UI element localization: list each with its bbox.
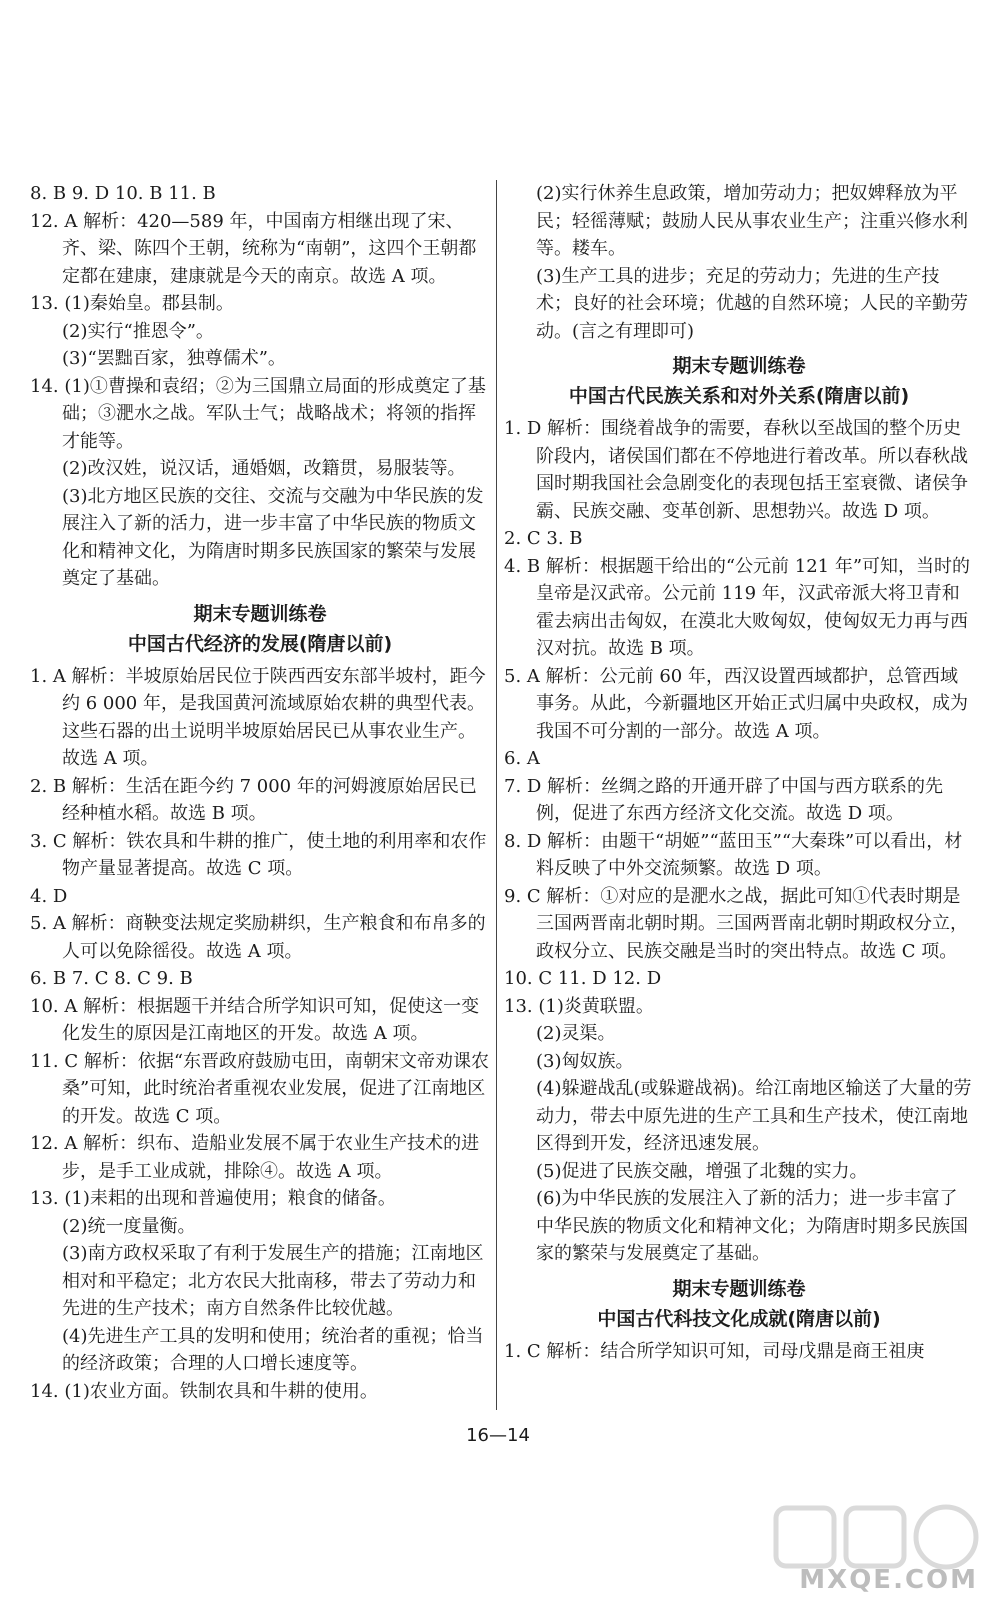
answer-line: 6. B 7. C 8. C 9. B — [30, 968, 193, 989]
answer-line: 12. A 解析：织布、造船业发展不属于农业生产技术的进步，是手工业成就，排除④。故选 A 项。 — [30, 1133, 480, 1182]
right-answers-top — [504, 180, 974, 345]
section-title: 期末专题训练卷 — [193, 602, 327, 625]
answer-line: (3)“罢黜百家，独尊儒术”。 — [62, 348, 286, 369]
answer-line: (2)实行“推恩令”。 — [62, 320, 214, 342]
right-column — [504, 180, 974, 1365]
answer-line: 6. A — [504, 748, 540, 769]
answer-line: 13. (1)炎黄联盟。 — [504, 995, 654, 1017]
answer-line: 8. D 解析：由题干“胡姬”“蓝田玉”“大秦珠”可以看出，材料反映了中外交流频繁。故选 D 项。 — [504, 830, 963, 879]
section-header-ethnic — [504, 351, 974, 411]
right-answers-ethnic — [504, 415, 974, 1268]
section-header-science — [504, 1274, 974, 1334]
answer-line: 10. C 11. D 12. D — [504, 968, 662, 989]
section-subtitle: 中国古代民族关系和对外关系(隋唐以前) — [568, 385, 910, 407]
column-divider — [496, 180, 497, 1410]
answer-line: 3. C 解析：铁农具和牛耕的推广，使土地的利用率和农作物产量显著提高。故选 C 项。 — [30, 830, 487, 879]
left-column — [30, 180, 490, 1405]
answer-line: 8. B 9. D 10. B 11. B — [30, 183, 216, 204]
answer-line: 5. A 解析：商鞅变法规定奖励耕织，生产粮食和布帛多的人可以免除徭役。故选 A 项。 — [30, 913, 486, 962]
answer-line: (2)灵渠。 — [536, 1023, 616, 1044]
answer-line: 13. (1)耒耜的出现和普遍使用；粮食的储备。 — [30, 1188, 396, 1209]
answer-line: 9. C 解析：①对应的是淝水之战，据此可知①代表时期是三国两晋南北朝时期。三国两晋南北朝时期政权分立，政权分立、民族交融是当时的突出特点。故选 C 项。 — [504, 885, 968, 962]
answer-line: 2. C 3. B — [504, 528, 583, 549]
answer-line: (2)改汉姓，说汉话，通婚姻，改籍贯，易服装等。 — [62, 458, 466, 479]
answer-line: 11. C 解析：依据“东晋政府鼓励屯田，南朝宋文帝劝课农桑”可知，此时统治者重视农业发展，促进了江南地区的开发。故选 C 项。 — [30, 1050, 490, 1127]
answer-line: 7. D 解析：丝绸之路的开通开辟了中国与西方联系的先例，促进了东西方经济文化交流。故选 D 项。 — [504, 775, 944, 824]
answer-line: 5. A 解析：公元前 60 年，西汉设置西域都护，总管西域事务。从此，今新疆地区开始正式归属中央政权，成为我国不可分割的一部分。故选 A 项。 — [504, 665, 968, 742]
watermark-text: MXQE.COM — [799, 1565, 978, 1595]
answer-line: 1. D 解析：围绕着战争的需要，春秋以至战国的整个历史阶段内，诸侯国们都在不停地进行着改革。所以春秋战国时期我国社会急剧变化的表现包括王室衰微、诸侯争霸、民族交融、变革创新、思想勃兴。故选 D 项。 — [504, 418, 968, 522]
answer-line: (2)统一度量衡。 — [62, 1215, 196, 1237]
answer-line: 1. C 解析：结合所学知识可知，司母戊鼎是商王祖庚 — [504, 1340, 925, 1362]
right-answers-science — [504, 1338, 974, 1366]
answer-line: (5)促进了民族交融，增强了北魏的实力。 — [536, 1160, 868, 1182]
answer-line: (3)南方政权采取了有利于发展生产的措施；江南地区相对和平稳定；北方农民大批南移，带去了劳动力和先进的生产技术；南方自然条件比较优越。 — [62, 1243, 484, 1319]
answer-line: (6)为中华民族的发展注入了新的活力；进一步丰富了中华民族的物质文化和精神文化；为隋唐时期多民族国家的繁荣与发展奠定了基础。 — [536, 1188, 968, 1264]
left-answers-top — [30, 180, 490, 593]
answer-line: (3)匈奴族。 — [536, 1050, 634, 1072]
answer-line: 4. D — [30, 885, 68, 907]
section-header-economy — [30, 599, 490, 659]
answer-line: (4)躲避战乱(或躲避战祸)。给江南地区输送了大量的劳动力，带去中原先进的生产工具和生产技术，使江南地区得到开发，经济迅速发展。 — [536, 1078, 972, 1154]
page-number: 16—14 — [466, 1425, 530, 1446]
section-subtitle: 中国古代科技文化成就(隋唐以前) — [597, 1307, 881, 1330]
answer-line: 13. (1)秦始皇。郡县制。 — [30, 293, 234, 314]
answer-line: 1. A 解析：半坡原始居民位于陕西西安东部半坡村，距今约 6 000 年，是我国黄河流域原始农耕的典型代表。这些石器的出土说明半坡原始居民已从事农业生产。故选 A 项。 — [30, 665, 486, 769]
answer-line: (2)实行休养生息政策，增加劳动力；把奴婢释放为平民；轻徭薄赋；鼓励人民从事农业生产；注重兴修水利等。耧车。 — [536, 183, 968, 259]
answer-line: (3)北方地区民族的交往、交流与交融为中华民族的发展注入了新的活力，进一步丰富了中华民族的物质文化和精神文化，为隋唐时期多民族国家的繁荣与发展奠定了基础。 — [62, 485, 484, 589]
answer-line: (3)生产工具的进步；充足的劳动力；先进的生产技术；良好的社会环境；优越的自然环境；人民的辛勤劳动。(言之有理即可) — [536, 265, 968, 342]
section-title: 期末专题训练卷 — [672, 1277, 806, 1300]
left-answers-economy — [30, 663, 490, 1406]
answer-line: 14. (1)农业方面。铁制农具和牛耕的使用。 — [30, 1380, 378, 1402]
section-subtitle: 中国古代经济的发展(隋唐以前) — [127, 632, 393, 655]
answer-line: (4)先进生产工具的发明和使用；统治者的重视；恰当的经济政策；合理的人口增长速度等。 — [62, 1325, 484, 1374]
answer-line: 12. A 解析：420—589 年，中国南方相继出现了宋、齐、梁、陈四个王朝，统称为“南朝”，这四个王朝都定都在建康，建康就是今天的南京。故选 A 项。 — [30, 210, 477, 287]
answer-line: 2. B 解析：生活在距今约 7 000 年的河姆渡原始居民已经种植水稻。故选 B 项。 — [30, 775, 477, 824]
answer-line: 10. A 解析：根据题干并结合所学知识可知，促使这一变化发生的原因是江南地区的开发。故选 A 项。 — [30, 995, 480, 1044]
answer-line: 14. (1)①曹操和袁绍；②为三国鼎立局面的形成奠定了基础；③淝水之战。军队士气；战略战术；将领的指挥才能等。 — [30, 375, 486, 452]
answer-line: 4. B 解析：根据题干给出的“公元前 121 年”可知，当时的皇帝是汉武帝。公元前 119 年，汉武帝派大将卫青和霍去病出击匈奴，在漠北大败匈奴，使匈奴无力再与西汉对抗。故选 B 项。 — [504, 555, 971, 659]
section-title: 期末专题训练卷 — [672, 355, 806, 377]
